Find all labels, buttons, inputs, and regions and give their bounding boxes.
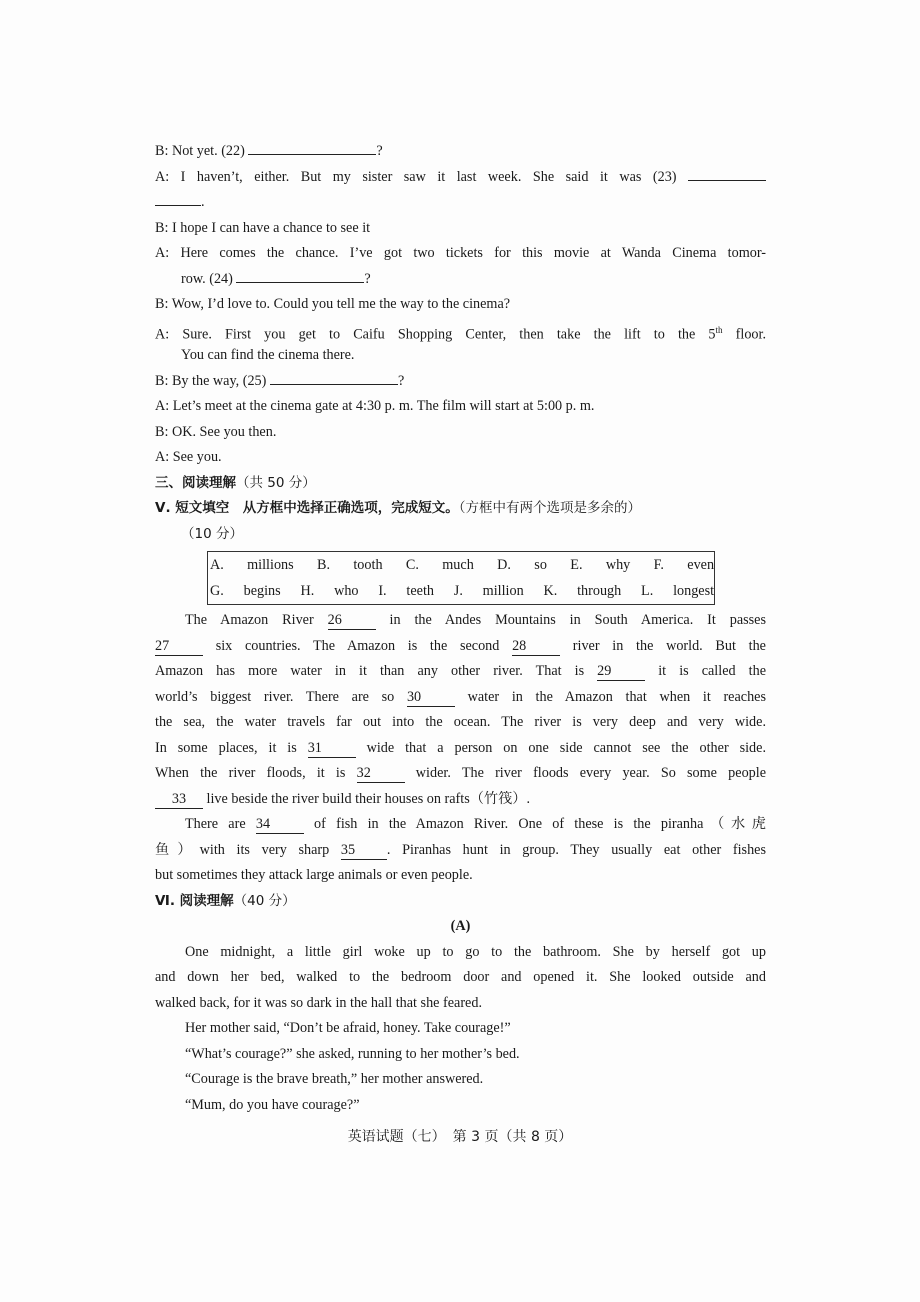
option-item: A. millions	[210, 557, 294, 573]
text-run: “Courage is the brave breath,” her mother answered.	[185, 1071, 484, 1087]
dialogue-line	[155, 190, 766, 216]
option-item: L. longest	[641, 583, 715, 599]
dialogue-line	[155, 216, 766, 242]
answer-blank[interactable]: 31	[308, 740, 356, 758]
text-run: B: Not yet. (22)	[155, 143, 249, 159]
passage-line	[155, 1067, 766, 1093]
text-run: wider. The river floods every year. So some people	[404, 765, 766, 781]
text-run: The Amazon River	[185, 612, 328, 628]
answer-blank[interactable]: 34	[256, 816, 304, 834]
option-item: K. through	[543, 583, 622, 599]
text-run: world’s biggest river. There are so	[155, 688, 407, 705]
text-run: the sea, the water travels far out into the ocean. The river is very deep and very wide.	[155, 714, 766, 730]
answer-blank[interactable]	[248, 154, 376, 155]
dialogue-line	[155, 471, 766, 497]
text-run: row. (24)	[181, 270, 237, 287]
text-run: walked back, for it was so dark in the hall that she feared.	[155, 994, 482, 1011]
text-run: floor.	[722, 326, 766, 343]
options-row	[210, 578, 714, 604]
passage-line	[155, 608, 766, 634]
section-heading: Ⅴ. 短文填空 从方框中选择正确选项，完成短文。	[155, 500, 459, 516]
text-run: Her mother said, “Don’t be afraid, honey. Take courage!”	[185, 1020, 511, 1036]
answer-blank[interactable]: 30	[407, 689, 455, 707]
text-run: A: Let’s meet at the cinema gate at 4:30 p. m. The film will start at 5:00 p. m.	[155, 398, 595, 414]
passage-line	[155, 1042, 766, 1068]
text-run: ?	[397, 372, 405, 389]
option-item: G. begins	[210, 583, 281, 599]
passage-line	[155, 889, 766, 915]
passage-line	[155, 659, 766, 685]
answer-blank[interactable]	[270, 384, 398, 385]
text-run: water in the Amazon that when it reaches	[454, 688, 766, 705]
text-run: (A)	[450, 918, 471, 934]
passage-line	[155, 914, 766, 940]
text-run: Amazon has more water in it than any other river. That is	[155, 663, 598, 679]
answer-blank[interactable]: 27	[155, 638, 203, 656]
option-item: E. why	[570, 557, 631, 573]
answer-blank[interactable]: 33	[155, 791, 203, 809]
text-run: but sometimes they attack large animals or even people.	[155, 867, 473, 883]
text-run: “Mum, do you have courage?”	[185, 1096, 360, 1113]
text-run: . Piranhas hunt in group. They usually eat other fishes	[386, 841, 766, 858]
answer-blank[interactable]: 35	[341, 842, 387, 860]
option-item: B. tooth	[317, 557, 383, 573]
answer-blank[interactable]: 28	[512, 638, 560, 656]
text-run: A: See you.	[155, 449, 222, 465]
passage-line	[155, 710, 766, 736]
text-run: ?	[364, 270, 371, 287]
text-run: B: Wow, I’d love to. Could you tell me the way to the cinema?	[155, 296, 511, 312]
text-run: and down her bed, walked to the bedroom door and opened it. She looked outside and	[155, 969, 766, 985]
dialogue-line	[155, 267, 766, 293]
dialogue-line	[155, 139, 766, 165]
option-item: D. so	[497, 557, 547, 573]
passage-line	[155, 736, 766, 762]
dialogue-line	[155, 343, 766, 369]
dialogue-line	[155, 496, 766, 522]
text-run: it is called the	[645, 663, 766, 679]
option-item: I. teeth	[378, 583, 434, 599]
passage-line	[155, 761, 766, 787]
text-run: B: OK. See you then.	[155, 423, 277, 440]
options-row	[210, 552, 714, 578]
answer-blank[interactable]	[155, 205, 201, 206]
answer-blank[interactable]	[688, 180, 766, 181]
text-run: When the river floods, it is	[155, 765, 357, 781]
passage-line	[155, 863, 766, 889]
text-run: A: I haven’t, either. But my sister saw it last week. She said it was (23)	[155, 168, 688, 185]
dialogue-line	[155, 292, 766, 318]
text-run: “What’s courage?” she asked, running to her mother’s bed.	[185, 1045, 520, 1062]
dialogue-line	[155, 318, 766, 344]
answer-blank[interactable]: 29	[597, 663, 645, 681]
dialogue-line	[155, 369, 766, 395]
passage-line	[155, 787, 766, 813]
option-item: J. million	[453, 583, 524, 599]
option-item: C. much	[405, 557, 474, 573]
passage-line	[155, 991, 766, 1017]
dialogue-line	[155, 394, 766, 420]
passage-line	[155, 812, 766, 838]
page-content	[155, 139, 766, 1118]
dialogue-line	[155, 241, 766, 267]
text-run: There are	[185, 816, 256, 832]
text-run: A: Here comes the chance. I’ve got two tickets for this movie at Wanda Cinema tomor-	[155, 245, 766, 261]
passage-section	[155, 608, 766, 1118]
dialogue-line	[155, 522, 766, 548]
text-run: B: I hope I can have a chance to see it	[155, 219, 371, 236]
passage-line	[155, 940, 766, 966]
text-run: wide that a person on one side cannot see the other side.	[355, 739, 766, 756]
text-run: （方框中有两个选项是多余的）	[458, 500, 642, 516]
text-run: ?	[376, 143, 383, 159]
text-run: of fish in the Amazon River. One of these is the piranha（水虎	[303, 816, 766, 832]
passage-line	[155, 634, 766, 660]
text-run: in the Andes Mountains in South America. It passes	[375, 612, 766, 628]
passage-line	[155, 965, 766, 991]
text-run: live beside the river build their houses on rafts（竹筏）.	[203, 790, 531, 807]
text-run: One midnight, a little girl woke up to go to the bathroom. She by herself got up	[185, 943, 766, 960]
text-run: river in the world. But the	[560, 637, 766, 654]
answer-blank[interactable]: 26	[328, 612, 376, 630]
options-box	[207, 551, 715, 605]
dialogue-section	[155, 139, 766, 547]
text-run: （40 分）	[233, 892, 296, 909]
passage-line	[155, 1093, 766, 1119]
dialogue-line	[155, 165, 766, 191]
answer-blank[interactable]: 32	[357, 765, 405, 783]
superscript: th	[715, 324, 723, 335]
section-heading: Ⅵ. 阅读理解	[155, 892, 234, 909]
page-footer: 英语试题（七） 第 3 页（共 8 页）	[347, 1129, 573, 1145]
option-item: F. even	[653, 557, 715, 573]
text-run: In some places, it is	[155, 739, 308, 756]
text-run: A: Sure. First you get to Caifu Shopping Center, then take the lift to the 5	[155, 326, 716, 343]
passage-line	[155, 1016, 766, 1042]
text-run: 鱼）with its very sharp	[155, 841, 341, 858]
text-run: （共 50 分）	[236, 474, 316, 491]
passage-line	[155, 838, 766, 864]
answer-blank[interactable]	[236, 282, 364, 283]
text-run: .	[201, 194, 205, 210]
dialogue-line	[155, 420, 766, 446]
passage-line	[155, 685, 766, 711]
text-run: （10 分）	[181, 525, 243, 542]
text-run: You can find the cinema there.	[181, 347, 355, 363]
text-run: B: By the way, (25)	[155, 372, 270, 389]
dialogue-line	[155, 445, 766, 471]
text-run: six countries. The Amazon is the second	[203, 637, 513, 654]
section-heading: 三、阅读理解	[155, 474, 236, 491]
option-item: H. who	[300, 583, 359, 599]
